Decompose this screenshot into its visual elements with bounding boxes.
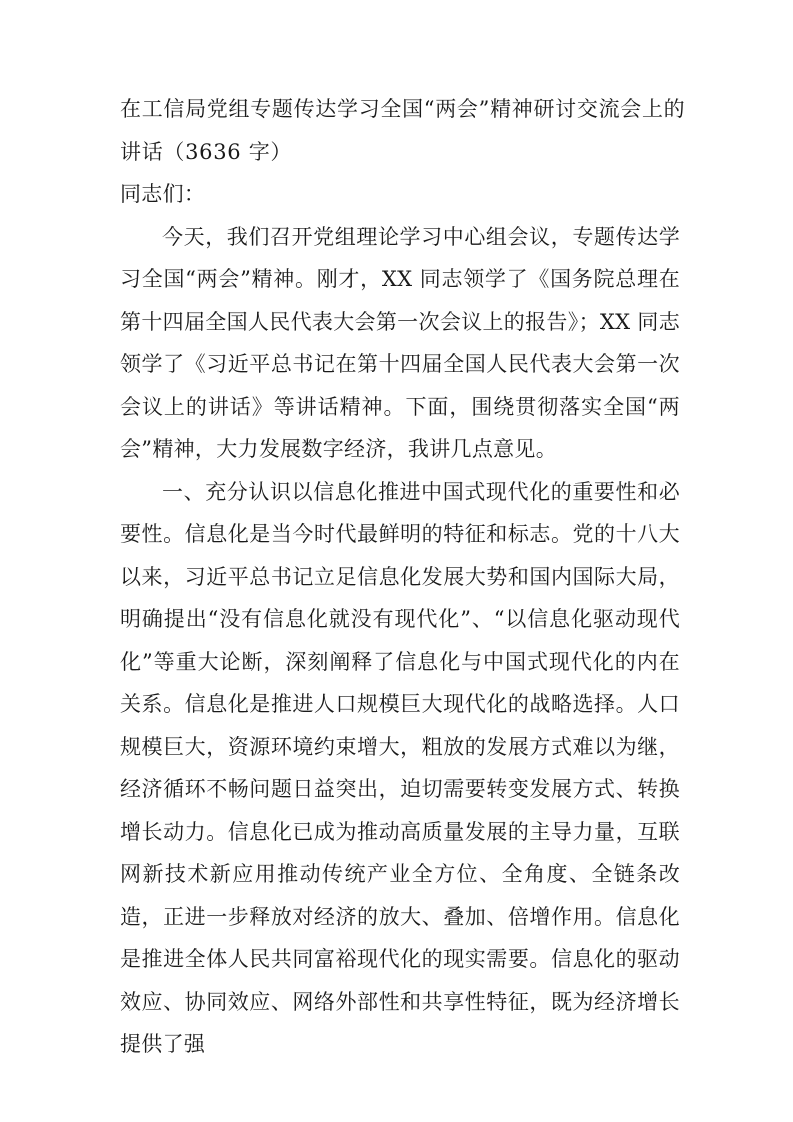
greeting: 同志们： [120,182,206,206]
document-title-line-2: 讲话（3636 字） [120,139,293,164]
document-title-line-1: 在工信局党组专题传达学习全国“两会”精神研讨交流会上的 [120,97,686,121]
document-body [120,88,686,1066]
paragraph-section-one: 一、充分认识以信息化推进中国式现代化的重要性和必要性。信息化是当今时代最鲜明的特征和标志。党的十八大以来，习近平总书记立足信息化发展大势和国内国际大局，明确提出“没有信息化就没有现代化”、“以信息化驱动现代化”等重大论断，深刻阐释了信息化与中国式现代化的内在关系。信息化是推进人口规模巨大现代化的战略选择。人口规模巨大，资源环境约束增大，粗放的发展方式难以为继，经济循环不畅问题日益突出，迫切需要转变发展方式、转换增长动力。信息化已成为推动高质量发展的主导力量，互联网新技术新应用推动传统产业全方位、全角度、全链条改造，正进一步释放对经济的放大、叠加、倍增作用。信息化是推进全体人民共同富裕现代化的现实需要。信息化的驱动效应、协同效应、网络外部性和共享性特征，既为经济增长提供了强 [120,479,680,1056]
paragraph-opening: 今天，我们召开党组理论学习中心组会议，专题传达学习全国“两会”精神。刚才，XX 同志领学了《国务院总理在第十四届全国人民代表大会第一次会议上的报告》；XX 同志领学了《习近平总书记在第十四届全国人民代表大会第一次会议上的讲话》等讲话精神。下面，围绕贯彻落实全国“两会”精神，大力发展数字经济，我讲几点意见。 [120,224,680,461]
